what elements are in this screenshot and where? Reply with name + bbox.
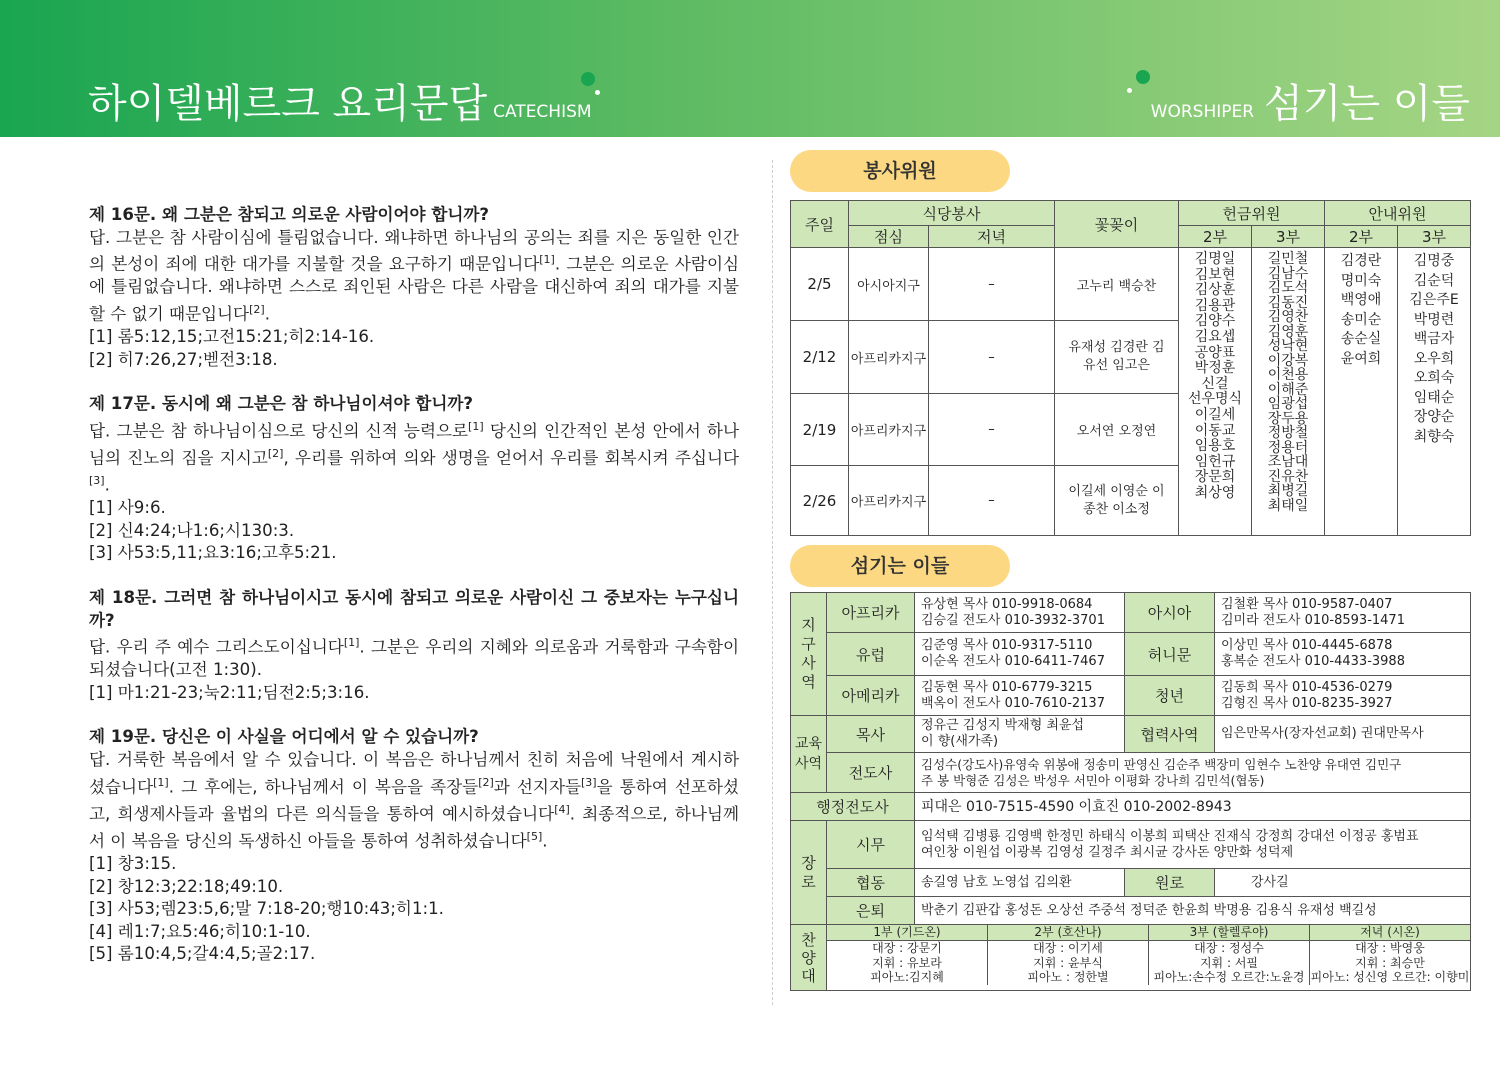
contact-line: 김철환 목사 010-9587-0407 (1221, 596, 1393, 612)
elder-line: 여인창 이원섭 이광복 김영성 길정주 최시균 강사돈 양만화 성덕제 (921, 844, 1294, 860)
region-name: 유럽 (827, 633, 915, 676)
footnote-marker: [3] (581, 775, 597, 789)
col-date: 주일 (791, 201, 849, 248)
volunteer-name: 신걸 (1201, 375, 1229, 392)
catechism-section (89, 204, 739, 988)
choir-staff: 피아노:김지혜 (870, 970, 944, 984)
choir-staff: 피아노: 성신영 오르간: 이향미 (1310, 970, 1470, 984)
catechism-question (89, 726, 739, 966)
contact-line: 김형진 목사 010-8235-3927 (1221, 695, 1393, 711)
volunteer-name: 임광섭 (1267, 396, 1309, 412)
volunteer-name: 성낙현 (1267, 338, 1309, 354)
region-name: 청년 (1125, 676, 1215, 716)
volunteer-name: 김순덕 (1413, 272, 1455, 289)
footnote-marker: [2] (478, 775, 494, 789)
catechism-title (88, 72, 592, 129)
volunteer-name: 송순실 (1340, 331, 1382, 347)
row-lunch: 아프리카지구 (849, 394, 929, 466)
volunteer-name: 김요셉 (1194, 328, 1236, 345)
retired-label: 은퇴 (827, 897, 915, 925)
volunteer-name: 이강복 (1267, 352, 1309, 369)
contact-line: 이순옥 전도사 010-6411-7467 (921, 654, 1105, 669)
evangelist-list (915, 753, 1471, 793)
catechism-question (89, 587, 739, 705)
catechism-title-text: 하이델베르크 요리문답 (88, 81, 488, 127)
question-answer: 답. 거룩한 복음에서 알 수 있습니다. 이 복음은 하나님께서 친히 처음에 낙원에서 계시하셨습니다[1]. 그 후에는, 하나님께서 이 복음을 족장들[2]과 선지자들[3]을 통하여 선포하셨고, 희생제사들과 율법의 다른 의식들을 통하여 예시하셨습니다[4]. 최종적으로, 하나님께서 이 복음을 당신의 독생하신 아들을 통하여 성취하셨습니다[5]. (89, 750, 739, 851)
volunteer-name: 김남수 (1267, 265, 1309, 282)
volunteer-name: 김보현 (1194, 266, 1236, 283)
volunteer-name: 장양순 (1413, 409, 1455, 425)
volunteer-name: 길민철 (1267, 251, 1309, 267)
pastor-list (915, 716, 1125, 753)
choir-staff: 피아노:손수정 오르간:노윤경 (1153, 970, 1305, 984)
row-lunch: 아시아지구 (849, 248, 929, 321)
contact-line: 유상현 목사 010-9918-0684 (921, 596, 1093, 612)
col-dinner: 저녁 (929, 226, 1055, 248)
choir-name: 2부 (호산나) (988, 925, 1148, 941)
volunteer-name: 임용호 (1194, 438, 1236, 455)
scripture-reference: [2] 창12:3;22:18;49:10. (89, 876, 284, 896)
choir-staff: 지휘 : 최승만 (1355, 955, 1425, 970)
choir-staff: 대장 : 강문기 (872, 941, 942, 955)
col-guide: 안내위원 (1325, 201, 1471, 226)
volunteer-name: 백영애 (1340, 292, 1382, 308)
region-name: 아시아 (1125, 593, 1215, 633)
volunteer-name: 선우명식 (1187, 391, 1243, 408)
contact-line: 홍복순 전도사 010-4433-3988 (1221, 654, 1405, 669)
row-date: 2/12 (791, 321, 849, 394)
region-contacts (1215, 633, 1471, 676)
evangelist-line: 주 봉 박형준 김성은 박성우 서민아 이평화 강나희 김민석(협동) (921, 772, 1265, 788)
scripture-reference: [1] 마1:21-23;눅2:11;딤전2:5;3:16. (89, 682, 370, 702)
volunteer-name: 명미숙 (1340, 272, 1382, 289)
question-answer: 답. 우리 주 예수 그리스도이십니다[1]. 그분은 우리의 지혜와 의로움과 거룩함과 구속함이 되셨습니다(고전 1:30). (89, 636, 739, 680)
row-date: 2/19 (791, 394, 849, 466)
decor-dot-icon (1136, 70, 1150, 84)
choir-name: 3부 (할렐루야) (1149, 925, 1309, 941)
volunteer-name: 조남대 (1267, 454, 1309, 470)
elders-label: 장로 (791, 821, 827, 925)
volunteer-name: 이해준 (1267, 381, 1309, 398)
choir-staff: 대장 : 정성수 (1194, 941, 1264, 955)
row-dinner: – (929, 321, 1055, 394)
contact-line: 김동희 목사 010-4536-0279 (1221, 679, 1393, 695)
question-title: 제 19문. 당신은 이 사실을 어디에서 알 수 있습니까? (89, 727, 479, 747)
honorary-value: 강사길 (1215, 869, 1471, 897)
retired-value: 박춘기 김판갑 홍성돈 오상선 주중석 정덕준 한윤희 박명용 김용식 유재성 백길성 (915, 897, 1471, 925)
volunteer-name: 공양표 (1194, 344, 1236, 361)
choir-column (988, 925, 1149, 985)
catechism-question (89, 393, 739, 565)
volunteer-name: 박명련 (1413, 311, 1455, 328)
volunteer-name: 최병길 (1267, 483, 1309, 499)
region-contacts (915, 633, 1125, 676)
scripture-reference: [1] 롬5:12,15;고전15:21;히2:14-16. (89, 327, 375, 347)
question-title: 제 17문. 동시에 왜 그분은 참 하나님이셔야 합니까? (89, 394, 474, 414)
catechism-question (89, 204, 739, 371)
volunteer-name: 박정훈 (1194, 360, 1236, 377)
footnote-marker: [3] (89, 474, 105, 488)
decor-dot-small-icon (595, 90, 600, 95)
volunteer-name: 김영찬 (1267, 309, 1309, 325)
volunteer-name: 김영훈 (1267, 323, 1309, 340)
question-answer: 답. 그분은 참 사람이심에 틀림없습니다. 왜냐하면 하나님의 공의는 죄를 지은 동일한 인간의 본성이 죄에 대한 대가를 지불할 것을 요구하기 때문입니다[1]. 그분은 의로운 사람이심에 틀림없습니다. 왜냐하면 스스로 죄인된 사람은 다른 사람을 대신하여 죄의 대가를 지불할 수 없기 때문입니다[2]. (89, 227, 739, 324)
volunteers-table (790, 200, 1471, 536)
choir-column (1310, 925, 1470, 985)
scripture-reference: [5] 롬10:4,5;갈4:4,5;골2:17. (89, 944, 316, 964)
col-offering-3bu: 3부 (1252, 226, 1325, 248)
guide-2bu-list (1325, 248, 1398, 536)
row-flower: 유재성 김경란 김유선 임고은 (1055, 321, 1179, 394)
choir-label: 찬양대 (791, 925, 827, 991)
worshiper-subtitle: WORSHIPER (1150, 102, 1255, 122)
col-guide-2bu: 2부 (1325, 226, 1398, 248)
pastor-label: 목사 (827, 716, 915, 753)
volunteer-name: 김명중 (1413, 253, 1455, 269)
contact-line: 김준영 목사 010-9317-5110 (921, 638, 1093, 653)
active-list (915, 821, 1471, 869)
volunteer-name: 송미순 (1340, 311, 1382, 328)
header-banner (0, 0, 1500, 137)
choir-columns (827, 925, 1470, 985)
evangelist-line: 김성수(강도사)유영숙 위봉애 정송미 판영신 김순주 백장미 임현수 노찬양 유대연 김민구 (921, 756, 1402, 772)
volunteer-name: 김상훈 (1194, 282, 1236, 299)
volunteer-name: 김경란 (1340, 253, 1382, 269)
footnote-marker: [1] (539, 253, 555, 267)
coop-label: 협력사역 (1125, 716, 1215, 753)
footnote-marker: [1] (468, 419, 484, 433)
row-dinner: – (929, 248, 1055, 321)
scripture-reference: [3] 사53;렘23:5,6;말 7:18-20;행10:43;히1:1. (89, 899, 444, 919)
elder-line: 임석택 김병룡 김영백 한정민 하태식 이봉희 피택산 진재식 강정희 강대선 이정공 홍범표 (921, 828, 1419, 844)
choir-name: 1부 (기드온) (827, 925, 987, 941)
volunteer-name: 최태일 (1267, 497, 1309, 514)
scripture-reference: [2] 히7:26,27;벧전3:18. (89, 349, 278, 369)
col-offering-2bu: 2부 (1179, 226, 1252, 248)
row-flower: 이길세 이영순 이종찬 이소정 (1055, 466, 1179, 536)
worshiper-title (1151, 72, 1470, 129)
column-divider (772, 160, 773, 1005)
volunteer-name: 임태순 (1413, 389, 1455, 406)
volunteer-name: 최향숙 (1413, 428, 1455, 445)
volunteer-name: 윤여희 (1340, 350, 1382, 367)
volunteer-name: 정용터 (1267, 439, 1309, 456)
choir-staff: 대장 : 이기세 (1033, 941, 1103, 955)
choir-staff: 지휘 : 유보라 (872, 955, 942, 970)
volunteer-name: 정방철 (1267, 425, 1309, 441)
admin-value: 피대은 010-7515-4590 이효진 010-2002-8943 (915, 793, 1471, 821)
volunteer-name: 이동교 (1194, 422, 1236, 439)
row-flower: 오서연 오정연 (1055, 394, 1179, 466)
region-contacts (1215, 593, 1471, 633)
footnote-marker: [2] (249, 302, 265, 316)
coop-elder-value: 송길영 남호 노영섭 김의환 (915, 869, 1125, 897)
choir-staff: 지휘 : 윤부식 (1033, 955, 1103, 970)
footnote-marker: [2] (267, 446, 284, 460)
contact-line: 김동현 목사 010-6779-3215 (921, 679, 1093, 695)
volunteer-name: 김명일 (1194, 251, 1236, 267)
footnote-marker: [4] (554, 802, 570, 816)
choir-staff: 지휘 : 서필 (1199, 955, 1259, 970)
col-lunch: 점심 (849, 226, 929, 248)
offering-3bu-list (1252, 248, 1325, 536)
footnote-marker: [1] (343, 636, 360, 650)
contact-line: 백옥이 전도사 010-7610-2137 (921, 695, 1105, 711)
volunteer-name: 김도석 (1267, 280, 1309, 296)
volunteer-name: 오우희 (1413, 350, 1455, 367)
pastor-line: 정유근 김성지 박재형 최윤섭 (921, 718, 1085, 733)
scripture-reference: [3] 사53:5,11;요3:16;고후5:21. (89, 543, 337, 563)
catechism-subtitle: CATECHISM (493, 102, 592, 122)
region-name: 허니문 (1125, 633, 1215, 676)
row-lunch: 아프리카지구 (849, 466, 929, 536)
volunteer-name: 김동진 (1267, 294, 1309, 311)
col-flower: 꽃꽂이 (1055, 201, 1179, 248)
row-dinner: – (929, 466, 1055, 536)
col-guide-3bu: 3부 (1398, 226, 1471, 248)
question-title: 제 18문. 그러면 참 하나님이시고 동시에 참되고 의로운 사람이신 그 중보자는 누구십니까? (89, 587, 739, 630)
region-name: 아메리카 (827, 676, 915, 716)
honorary-label: 원로 (1125, 869, 1215, 897)
choir-column (1149, 925, 1310, 985)
active-label: 시무 (827, 821, 915, 869)
admin-label: 행정전도사 (791, 793, 915, 821)
volunteer-name: 장두용 (1267, 410, 1309, 427)
row-lunch: 아프리카지구 (849, 321, 929, 394)
scripture-reference: [4] 레1:7;요5:46;히10:1-10. (89, 921, 311, 941)
region-contacts (915, 593, 1125, 633)
region-contacts (1215, 676, 1471, 716)
col-cafeteria: 식당봉사 (849, 201, 1055, 226)
decor-dot-small-icon (1127, 88, 1132, 93)
worshipers-heading: 섬기는 이들 (790, 545, 1010, 587)
volunteer-name: 이길세 (1194, 406, 1236, 423)
decor-dot-icon (581, 72, 595, 86)
col-offering: 헌금위원 (1179, 201, 1325, 226)
contact-line: 김미라 전도사 010-8593-1471 (1221, 612, 1405, 628)
volunteer-name: 김양수 (1194, 313, 1236, 330)
volunteer-name: 장문희 (1194, 469, 1236, 486)
offering-2bu-list (1179, 248, 1252, 536)
volunteers-heading: 봉사위원 (790, 150, 1010, 192)
choir-grid (827, 925, 1471, 991)
choir-staff: 피아노 : 정한별 (1027, 970, 1109, 984)
volunteer-name: 백금자 (1413, 331, 1455, 347)
volunteer-name: 김용관 (1194, 297, 1236, 314)
scripture-reference: [2] 신4:24;나1:6;시130:3. (89, 520, 295, 540)
scripture-reference: [1] 창3:15. (89, 854, 177, 874)
footnote-marker: [5] (526, 829, 543, 843)
contact-line: 김승길 전도사 010-3932-3701 (921, 612, 1105, 628)
contact-line: 이상민 목사 010-4445-6878 (1221, 638, 1393, 653)
worshipers-table (790, 592, 1471, 991)
volunteer-name: 김은주E (1409, 292, 1459, 308)
volunteer-name: 임헌규 (1194, 453, 1236, 470)
evangelist-label: 전도사 (827, 753, 915, 793)
question-answer: 답. 그분은 참 하나님이심으로 당신의 신적 능력으로[1] 당신의 인간적인 본성 안에서 하나님의 진노의 짐을 지시고[2], 우리를 위하여 의와 생명을 얻어서 우리를 회복시켜 주십니다[3]. (89, 419, 739, 495)
region-contacts (915, 676, 1125, 716)
volunteer-name: 오희숙 (1413, 370, 1455, 386)
row-dinner: – (929, 394, 1055, 466)
volunteer-name: 이천용 (1267, 367, 1309, 383)
row-flower: 고누리 백승찬 (1055, 248, 1179, 321)
region-name: 아프리카 (827, 593, 915, 633)
choir-staff: 대장 : 박영웅 (1355, 941, 1425, 955)
scripture-reference: [1] 사9:6. (89, 498, 166, 518)
coop-value: 임은만목사(장자선교회) 권대만목사 (1215, 716, 1471, 753)
choir-column (827, 925, 988, 985)
volunteer-name: 최상영 (1194, 484, 1236, 501)
choir-name: 저녁 (시온) (1310, 925, 1470, 941)
coop-elder-label: 협동 (827, 869, 915, 897)
worshiper-title-text: 섬기는 이들 (1264, 81, 1470, 127)
question-title: 제 16문. 왜 그분은 참되고 의로운 사람이어야 합니까? (89, 205, 490, 224)
edu-label: 교육사역 (791, 716, 827, 793)
footnote-marker: [1] (153, 775, 169, 789)
row-date: 2/26 (791, 466, 849, 536)
row-date: 2/5 (791, 248, 849, 321)
pastor-line: 이 향(새가족) (921, 734, 999, 749)
volunteer-name: 진유찬 (1267, 468, 1309, 485)
regional-label: 지구사역 (791, 593, 827, 716)
guide-3bu-list (1398, 248, 1471, 536)
